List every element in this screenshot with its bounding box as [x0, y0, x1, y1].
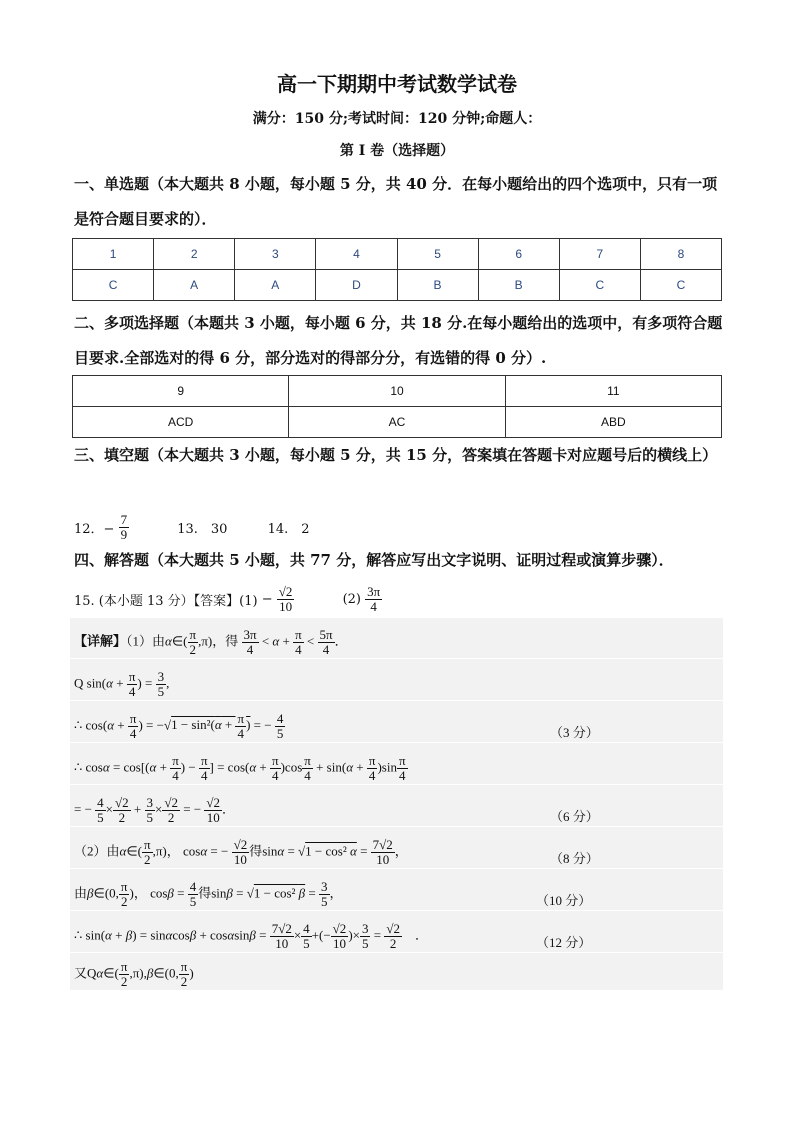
- score-label: （6 分）: [550, 809, 599, 824]
- table-cell: D: [316, 270, 397, 301]
- table-cell: 3: [235, 239, 316, 270]
- q15-ans1-fraction: [277, 585, 295, 614]
- table-cell: C: [640, 270, 721, 301]
- table-cell: ABD: [505, 407, 721, 438]
- score-label: （12 分）: [536, 935, 592, 950]
- table-cell: 10: [289, 376, 505, 407]
- q15-ans2-label: (2): [342, 592, 361, 607]
- table-cell: 1: [73, 239, 154, 270]
- q15-answer: [74, 585, 382, 614]
- table-cell: C: [73, 270, 154, 301]
- q15-ans1-sign: −: [261, 592, 273, 607]
- table-cell: 8: [640, 239, 721, 270]
- table-cell: AC: [289, 407, 505, 438]
- exam-info: 满分：150 分;考试时间：120 分钟;命题人：: [252, 111, 542, 127]
- q13-answer: 13. 30: [177, 522, 228, 537]
- q12-fraction: [119, 513, 130, 542]
- q12-label: 12．−: [74, 522, 115, 537]
- q15-label: 15. (本小题 13 分）【答案】(1): [74, 594, 258, 609]
- solution-line-2: Q sin(α + $\frac{\pi}{4}$ ) = $\frac{3}{5}$ ,: [74, 669, 170, 699]
- fraction-numerator: 7: [120, 512, 128, 527]
- table-cell: 9: [73, 376, 289, 407]
- table-cell: 6: [478, 239, 559, 270]
- solution-line-9: 又Qα∈( $\frac{\pi}{2}$ ,π),β∈(0, $\frac{\pi}{2}$ ): [74, 959, 194, 989]
- table-cell: B: [478, 270, 559, 301]
- section4-heading: 四、解答题（本大题共 5 小题，共 77 分，解答应写出文字说明、证明过程或演算步骤）．: [74, 551, 674, 569]
- fill-in-answers: [74, 513, 310, 542]
- q14-answer: 14. 2: [267, 522, 310, 537]
- table-cell: B: [397, 270, 478, 301]
- solution-line-7: 由β∈(0, $\frac{\pi}{2}$ )， cosβ = $\frac{4}{5}$ 得sinβ = √1 − cos² β = $\frac{3}{5}$ ，: [74, 879, 343, 909]
- fraction-denominator: 9: [120, 527, 128, 542]
- table-cell: C: [559, 270, 640, 301]
- solution-line-3: ∴ cos(α + $\frac{\pi}{4}$ ) = −√1 − sin²(α + $\frac{\pi}{4}$ ) = − $\frac{4}{5}$: [74, 711, 284, 741]
- score-label: （10 分）: [536, 893, 592, 908]
- solution-line-4: ∴ cosα = cos[(α + $\frac{\pi}{4}$ ) − $\frac{\pi}{4}$ ] = cos(α + $\frac{\pi}{4}$ )cos $\frac{\pi}{4}$ + sin(α + $\frac{\pi}{4}$ )sin $\frac{\pi}{4}$: [74, 753, 406, 783]
- table-cell: 5: [397, 239, 478, 270]
- solution-line-5: = − $\frac{4}{5}$ × $\frac{√2}{2}$ + $\frac{3}{5}$ × $\frac{√2}{2}$ = − $\frac{√2}{10}$ ．: [74, 795, 236, 825]
- fraction-numerator: 3π: [367, 584, 381, 599]
- multi-choice-answer-table: [72, 375, 722, 438]
- page-title: 高一下期期中考试数学试卷: [277, 72, 517, 96]
- score-label: （8 分）: [550, 851, 599, 866]
- section3-heading: 三、填空题（本大题共 3 小题，每小题 5 分，共 15 分，答案填在答题卡对应题号后的横线上）: [74, 446, 718, 464]
- fraction-denominator: 4: [370, 599, 377, 614]
- solution-line-8: ∴ sin(α + β) = sinαcosβ + cosαsinβ = $\frac{7√2}{10}$ × $\frac{4}{5}$ +(− $\frac{√2}{10}$ )× $\frac{3}{5}$ = $\frac{√2}{2}$ ．: [74, 921, 428, 951]
- table-cell: 7: [559, 239, 640, 270]
- table-cell: 4: [316, 239, 397, 270]
- q15-ans2-fraction: [365, 585, 382, 614]
- solution-line-1: 【详解】（1）由α∈( $\frac{\pi}{2}$ ,π)，得 $\frac{3\pi}{4}$ < α + $\frac{\pi}{4}$ < $\frac{5\pi}{4}$ ．: [74, 627, 348, 657]
- fraction-numerator: √2: [278, 584, 293, 599]
- table-cell: A: [235, 270, 316, 301]
- solution-detail-panel: [70, 618, 723, 990]
- table-cell: A: [154, 270, 235, 301]
- table-cell: 2: [154, 239, 235, 270]
- solution-line-6: （2）由α∈( $\frac{\pi}{2}$ ,π)， cosα = − $\frac{√2}{10}$ 得sinα = √1 − cos² α = $\frac{7√2}{10}$ ，: [74, 837, 408, 867]
- table-row: [73, 270, 722, 301]
- score-label: （3 分）: [550, 725, 599, 740]
- section1-heading: 一、单选题（本大题共 8 小题，每小题 5 分，共 40 分．在每小题给出的四个选项中，只有一项是符合题目要求的）．: [74, 175, 718, 228]
- table-cell: ACD: [73, 407, 289, 438]
- single-choice-answer-table: [72, 238, 722, 301]
- volume-label: 第 I 卷（选择题）: [339, 143, 455, 159]
- fraction-denominator: 10: [279, 599, 293, 614]
- table-row: [73, 239, 722, 270]
- table-row: [73, 376, 722, 407]
- table-cell: 11: [505, 376, 721, 407]
- section2-heading: 二、多项选择题（本题共 3 小题，每小题 6 分，共 18 分.在每小题给出的选项中，有多项符合题目要求.全部选对的得 6 分，部分选对的得部分分，有选错的得 0 分）.: [74, 314, 723, 367]
- table-row: [73, 407, 722, 438]
